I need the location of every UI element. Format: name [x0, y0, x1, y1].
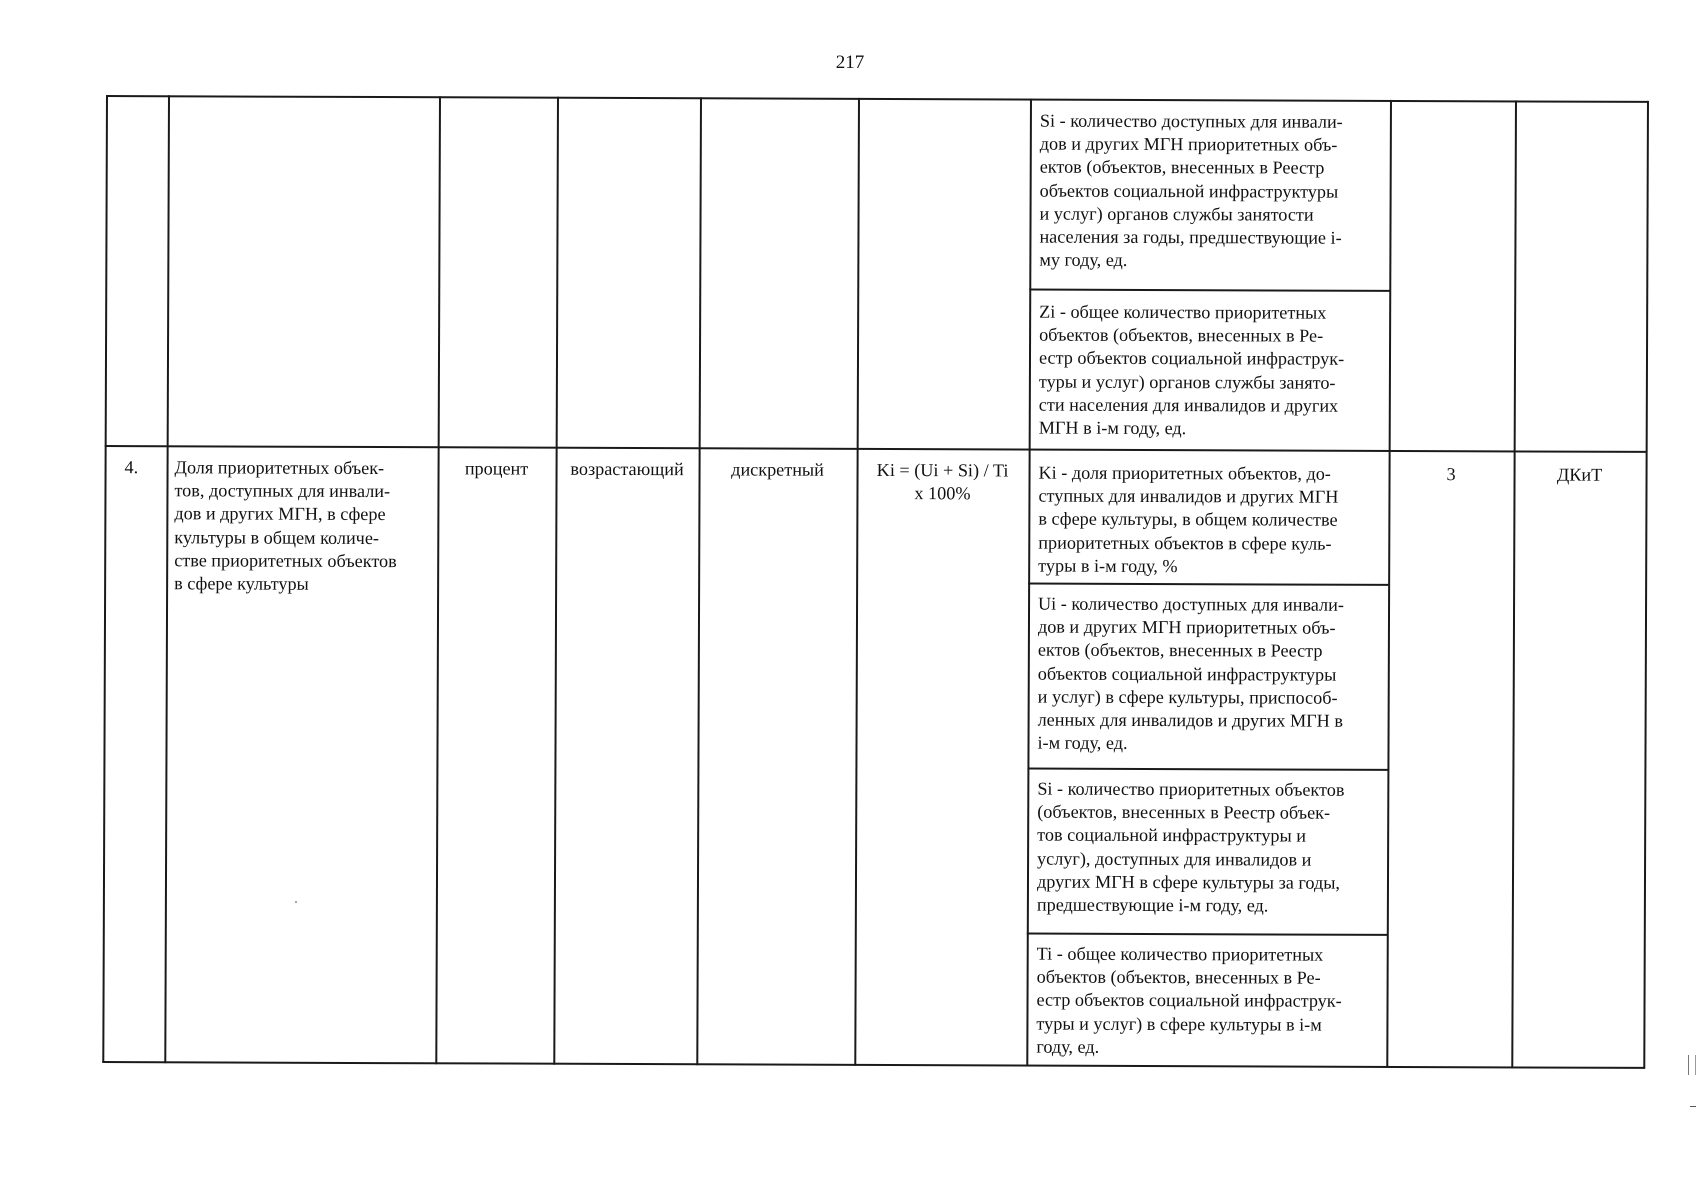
definition-ui: Ui - количество доступных для инвали- дов и других МГН приоритетных объ- ектов (объектов, внесенных в Реестр объектов социальной инфраструктуры и услуг) в сфере культуры, приспособ- ленных для инвалидов и других МГН в i-м году, ед.: [1037, 593, 1344, 754]
grid-line-col-3: [553, 97, 558, 1065]
grid-line-col-4: [696, 97, 701, 1065]
grid-line-def-split-1: [1029, 289, 1390, 292]
grid-line-bottom: [102, 1061, 1644, 1069]
page-number: 217: [835, 52, 865, 73]
indicator-table: [102, 95, 1648, 1069]
responsible-body: ДКиТ: [1556, 464, 1603, 485]
indicator-name: Доля приоритетных объек- тов, доступных для инвали- дов и других МГН, в сфере культуры в общем количе- стве приоритетных объектов в сфере культуры: [174, 457, 397, 594]
margin-scribble-mark: [1688, 1055, 1696, 1075]
margin-dash-mark: [1690, 1106, 1696, 1107]
definition-si-culture: Si - количество приоритетных объектов (объектов, внесенных в Реестр объек- тов социальной инфраструктуры и услуг), доступных для инвалидов и других МГН в сфере культуры за годы, предшествующие i-м году, ед.: [1036, 778, 1345, 916]
unit-of-measure: процент: [464, 458, 529, 479]
calculation-formula: Ki = (Ui + Si) / Ti х 100%: [876, 459, 1009, 504]
scan-speck: [295, 901, 297, 903]
definition-zi-employment: Zi - общее количество приоритетных объектов (объектов, внесенных в Ре- естр объектов социальной инфраструк- туры и услуг) органов службы занято- сти населения для инвалидов и других МГН в i-м году, ед.: [1038, 301, 1345, 439]
grid-line-col-8: [1511, 100, 1516, 1068]
grid-line-def-split-2: [1028, 583, 1389, 586]
source-code: 3: [1446, 464, 1456, 485]
grid-line-top: [106, 95, 1648, 103]
grid-line-left: [102, 95, 107, 1063]
grid-line-def-split-3: [1027, 768, 1388, 771]
grid-line-col-1: [164, 95, 169, 1063]
indicator-type: дискретный: [731, 459, 824, 480]
grid-line-def-split-4: [1027, 933, 1388, 936]
definition-ki: Ki - доля приоритетных объектов, до- ступных для инвалидов и других МГН в сфере культуры, в общем количестве приоритетных объектов в сфере куль- туры в i-м году, %: [1038, 462, 1339, 576]
grid-line-right: [1643, 101, 1648, 1069]
grid-line-col-5: [854, 98, 859, 1066]
grid-line-col-2: [435, 96, 440, 1064]
definition-ti: Ti - общее количество приоритетных объектов (объектов, внесенных в Ре- естр объектов социальной инфраструк- туры и услуг) в сфере культуры в i-м году, ед.: [1036, 943, 1342, 1057]
row-number: 4.: [124, 457, 139, 478]
table-sheet: [102, 95, 1648, 1069]
dynamics-type: возрастающий: [570, 458, 684, 480]
grid-line-row-split: [105, 445, 1647, 453]
definition-si-employment: Si - количество доступных для инвали- дов и других МГН приоритетных объ- ектов (объектов, внесенных в Реестр объектов социальной инфраструктуры и услуг) органов службы занятости населения за годы, предшествующие i- му году, ед.: [1039, 110, 1343, 271]
